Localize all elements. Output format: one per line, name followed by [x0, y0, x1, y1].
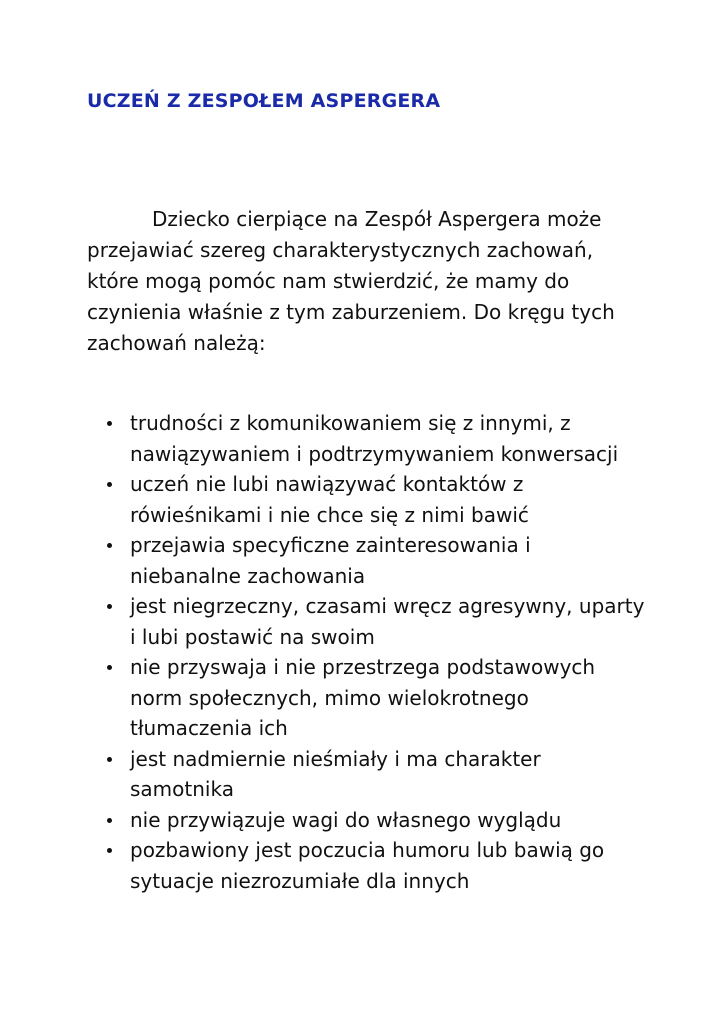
bullet-icon [107, 818, 112, 823]
intro-paragraph: Dziecko cierpiące na Zespół Aspergera może przejawiać szereg charakterystycznych zachowań, które mogą pomóc nam stwierdzić, że mamy do czynienia właśnie z tym zaburzeniem. Do kręgu tych zachowań należą: [87, 207, 615, 355]
list-item-text: jest niegrzeczny, czasami wręcz agresywny, uparty i lubi postawić na swoim [130, 594, 645, 649]
bullet-icon [107, 543, 112, 548]
list-item [87, 408, 647, 469]
bullet-icon [107, 757, 112, 762]
document-title: UCZEŃ Z ZESPOŁEM ASPERGERA [87, 90, 441, 112]
bullet-icon [107, 665, 112, 670]
list-item-text: trudności z komunikowaniem się z innymi, z nawiązywaniem i podtrzymywaniem konwersacji [130, 411, 619, 466]
bullet-icon [107, 421, 112, 426]
list-item-text: uczeń nie lubi nawiązywać kontaktów z rówieśnikami i nie chce się z nimi bawić [130, 472, 529, 527]
list-item-text: pozbawiony jest poczucia humoru lub bawią go sytuacje niezrozumiałe dla innych [130, 838, 605, 893]
list-item-text: nie przyswaja i nie przestrzega podstawowych norm społecznych, mimo wielokrotnego tłumaczenia ich [130, 655, 596, 740]
list-item [87, 530, 647, 591]
list-item [87, 805, 647, 836]
list-item-text: jest nadmiernie nieśmiały i ma charakter samotnika [130, 746, 541, 801]
list-item [87, 591, 647, 652]
list-item [87, 744, 647, 805]
bullet-icon [107, 604, 112, 609]
bullet-icon [107, 482, 112, 487]
list-item [87, 469, 647, 530]
list-item [87, 652, 647, 744]
list-item [87, 835, 647, 896]
list-item-text: nie przywiązuje wagi do własnego wyglądu [130, 807, 562, 832]
behavior-list [87, 408, 647, 896]
list-item-text: przejawia specyficzne zainteresowania i niebanalne zachowania [130, 533, 531, 588]
bullet-icon [107, 848, 112, 853]
